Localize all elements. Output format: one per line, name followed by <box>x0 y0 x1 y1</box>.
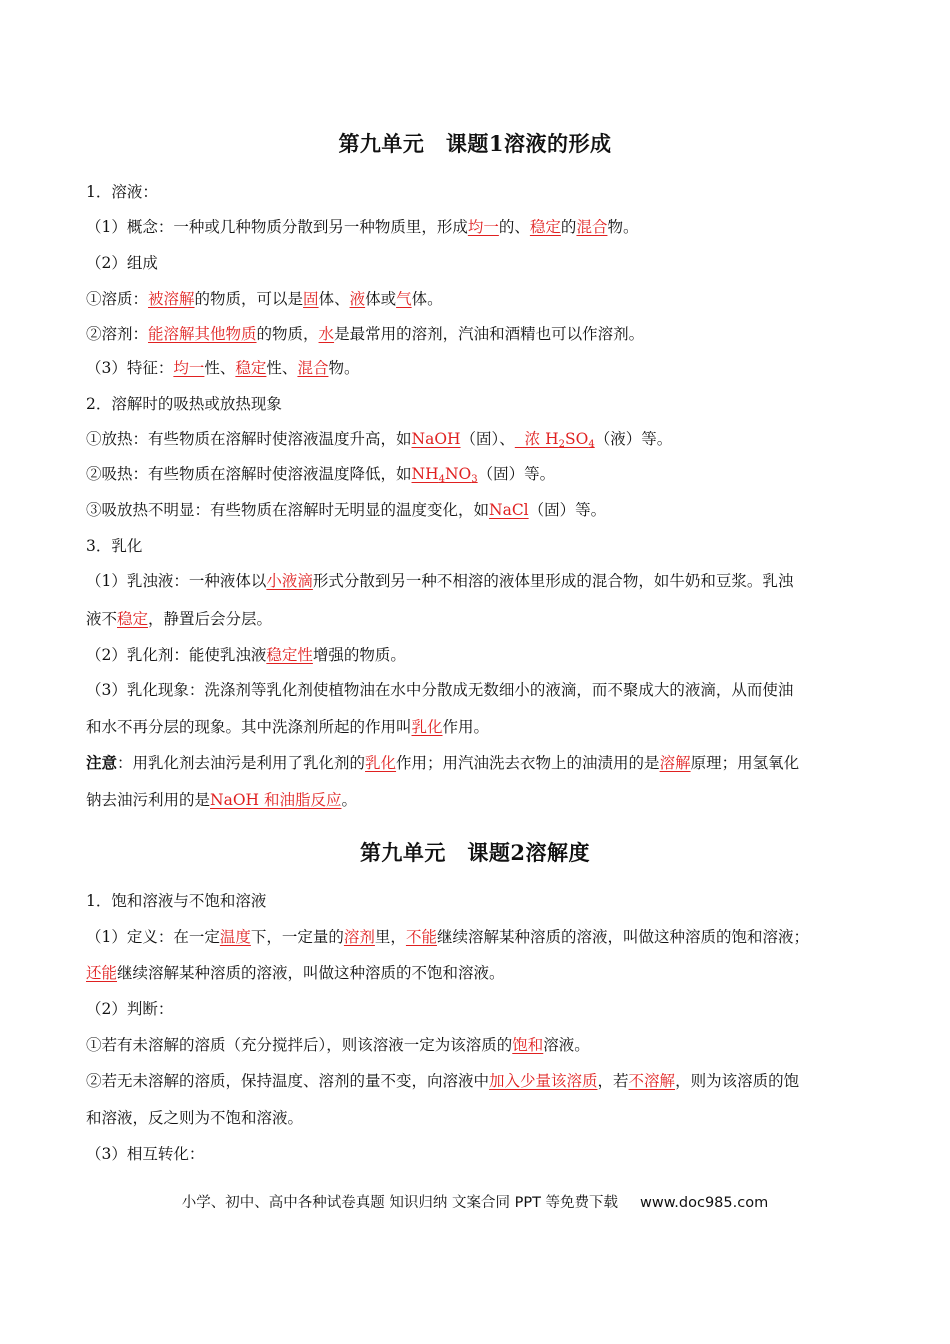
emulsification-line-2: 和水不再分层的现象。其中洗涤剂所起的作用叫乳化作用。 <box>86 718 490 736</box>
emulsion-line-1: （1）乳浊液：一种液体以小液滴形式分散到另一种不相溶的液体里形成的混合物，如牛奶和豆浆。乳浊 <box>86 572 794 590</box>
neutral-heat-line: ③吸放热不明显：有些物质在溶解时无明显的温度变化，如NaCl（固）等。 <box>86 501 607 519</box>
judge-heading: （2）判断： <box>86 1000 174 1018</box>
section-title-2: 第九单元 课题2溶解度 <box>359 840 591 865</box>
definition-line-2: 还能继续溶解某种溶质的溶液，叫做这种溶质的不饱和溶液。 <box>86 964 505 982</box>
solvent-line: ②溶剂：能溶解其他物质的物质，水是最常用的溶剂，汽油和酒精也可以作溶剂。 <box>86 325 645 343</box>
judge-line-3: 和溶液，反之则为不饱和溶液。 <box>86 1109 304 1127</box>
conversion-heading: （3）相互转化： <box>86 1145 205 1163</box>
heading-solution: 1．溶液： <box>86 183 158 201</box>
endothermic-line: ②吸热：有些物质在溶解时使溶液温度降低，如$NH_4NO_3$（固）等。 <box>86 465 556 485</box>
concept-line: （1）概念：一种或几种物质分散到另一种物质里，形成均一的、稳定的混合物。 <box>86 218 639 236</box>
judge-line-1: ①若有未溶解的溶质（充分搅拌后），则该溶液一定为该溶质的饱和溶液。 <box>86 1036 590 1054</box>
features-line: （3）特征：均一性、稳定性、混合物。 <box>86 359 360 377</box>
note-label: 注意 <box>86 753 118 772</box>
composition-heading: （2）组成 <box>86 254 158 272</box>
heading-saturated: 1．饱和溶液与不饱和溶液 <box>86 892 267 910</box>
heading-heat: 2．溶解时的吸热或放热现象 <box>86 395 282 413</box>
heading-emulsion: 3．乳化 <box>86 537 143 555</box>
emulsifier-line: （2）乳化剂：能使乳浊液稳定性增强的物质。 <box>86 646 406 664</box>
footer-text: 小学、初中、高中各种试卷真题 知识归纳 文案合同 PPT 等免费下载 <box>181 1195 619 1211</box>
solute-line: ①溶质：被溶解的物质，可以是固体、液体或气体。 <box>86 290 443 308</box>
section-title-1: 第九单元 课题1溶液的形成 <box>338 131 612 156</box>
answer-stable: 稳定 <box>529 218 561 236</box>
definition-line-1: （1）定义：在一定温度下，一定量的溶剂里，不能继续溶解某种溶质的溶液，叫做这种溶质的饱和溶液； <box>86 928 809 946</box>
exothermic-line: ①放热：有些物质在溶解时使溶液温度升高，如NaOH（固）、 浓 $H_2SO_4$（液）等。 <box>86 430 673 450</box>
answer-uniform: 均一 <box>467 218 499 236</box>
page-footer <box>0 1191 950 1212</box>
note-line-1: 注意：用乳化剂去油污是利用了乳化剂的乳化作用；用汽油洗去衣物上的油渍用的是溶解原理；用氢氧化 <box>86 753 800 772</box>
emulsification-line-1: （3）乳化现象：洗涤剂等乳化剂使植物油在水中分散成无数细小的液滴，而不聚成大的液滴，从而使油 <box>86 681 794 699</box>
note-line-2: 钠去油污利用的是NaOH 和油脂反应。 <box>86 791 357 809</box>
emulsion-line-2: 液不稳定，静置后会分层。 <box>86 610 273 628</box>
answer-mixture: 混合 <box>576 218 608 236</box>
footer-url[interactable]: www.doc985.com <box>640 1195 769 1211</box>
judge-line-2: ②若无未溶解的溶质，保持温度、溶剂的量不变，向溶液中加入少量该溶质，若不溶解，则为该溶质的饱 <box>86 1072 800 1090</box>
